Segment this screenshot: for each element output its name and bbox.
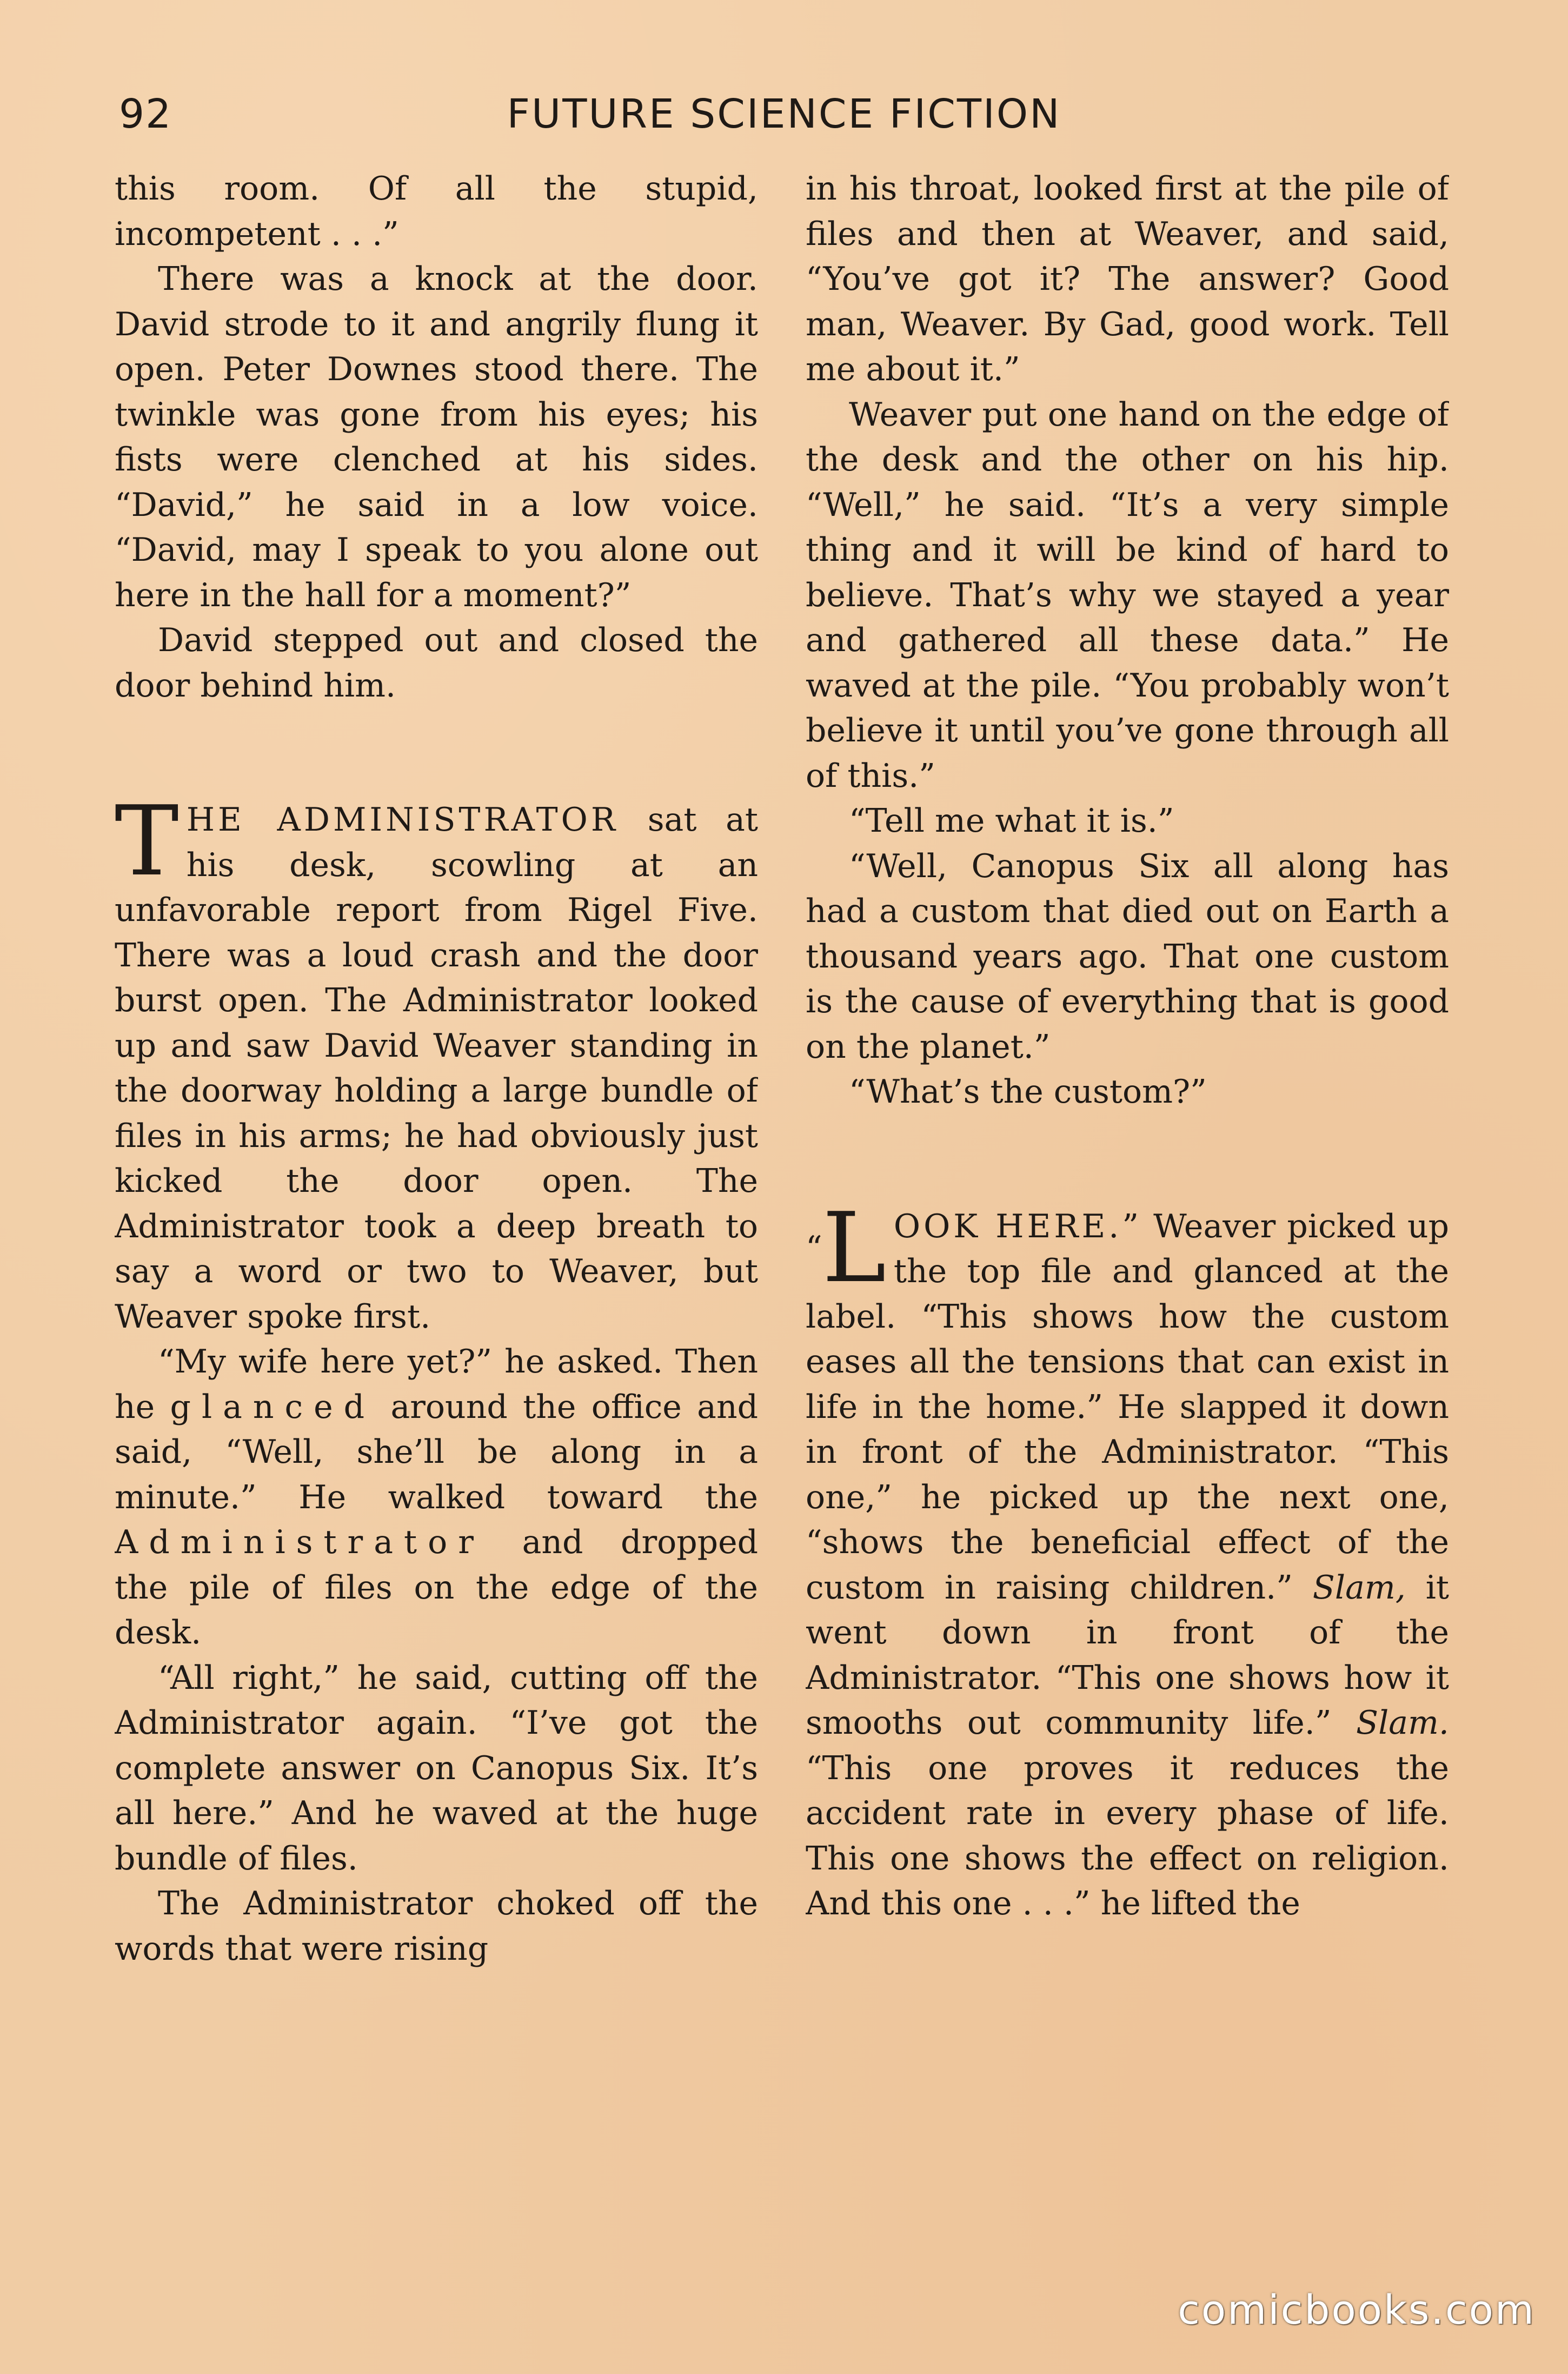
letterspaced-word: Administrator — [115, 1523, 484, 1561]
letterspaced-word: glanced — [170, 1388, 376, 1426]
drop-cap: T — [115, 785, 179, 897]
source-watermark: comicbooks.com — [1178, 2287, 1536, 2333]
paragraph-text: and dropped the pile of files on the edge of the desk. — [115, 1523, 758, 1652]
section-opening-paragraph — [806, 1191, 1449, 1927]
paragraph-text: Weaver picked up the top file and glanced at the label. “This shows how the custom eases all the tensions that can exist in life in the home.” He slapped it down in front of the Administrator. “This one,” he picked up the next one, “shows the beneficial effect of the custom in raising children.” — [806, 1207, 1449, 1607]
paragraph-text: “My wife here yet?” he asked. Then he — [115, 1343, 758, 1426]
paragraph-text: around the office and said, “Well, she’ll be along in a minute.” He walked toward the — [115, 1388, 758, 1516]
paragraph: David stepped out and closed the door behind him. — [115, 621, 758, 705]
italic-word: Slam. — [1356, 1704, 1449, 1742]
small-caps-lead: HE ADMINISTRATOR — [186, 801, 619, 839]
section-break — [806, 1115, 1449, 1204]
page-number: 92 — [119, 91, 172, 137]
paragraph: The Administrator choked off the words that were rising — [115, 1885, 758, 1968]
small-caps-lead: OOK HERE.” — [893, 1207, 1142, 1245]
paragraph: Weaver put one hand on the edge of the desk and the other on his hip. “Well,” he said. “It’s a very simple thing and it will be kind of hard to believe. That’s why we stayed a year and gathered all these data.” He waved at the pile. “You probably won’t believe it until you’ve gone through all of this.” — [806, 395, 1449, 795]
paragraph-text: sat at his desk, scowling at an unfavorable report from Rigel Five. There was a loud crash and the door burst open. The Administrator looked up and saw David Weaver standing in the doorway holding a large bundle of files in his arms; he had obviously just kicked the door open. The Administrator took a deep breath to say a word or two to Weaver, but Weaver spoke first. — [115, 801, 758, 1336]
right-column — [806, 167, 1449, 2276]
section-break — [115, 708, 758, 798]
paragraph: this room. Of all the stupid, incompetent . . .” — [115, 170, 758, 253]
section-opening-paragraph — [115, 785, 758, 1339]
italic-word: Slam, — [1312, 1568, 1406, 1607]
running-title: FUTURE SCIENCE FICTION — [507, 91, 1061, 137]
opening-quote: “ — [806, 1229, 822, 1267]
drop-cap-letter: L — [822, 1191, 886, 1304]
paragraph: “Well, Canopus Six all along has had a custom that died out on Earth a thousand years ago. That one custom is the cause of everything that is good on the planet.” — [806, 847, 1449, 1066]
left-column — [115, 167, 758, 2276]
paragraph-text: it went down in front of the Administrator. “This one shows how it smooths out community life.” — [806, 1568, 1449, 1742]
paragraph: “All right,” he said, cutting off the Administrator again. “I’ve got the complete answer on Canopus Six. It’s all here.” And he waved at the huge bundle of files. — [115, 1659, 758, 1878]
paragraph: “What’s the custom?” — [849, 1073, 1207, 1111]
paragraph-text: “This one proves it reduces the accident rate in every phase of life. This one shows the effect on religion. And this one . . .” he lifted the — [806, 1749, 1449, 1922]
drop-cap — [806, 1191, 886, 1304]
page-header — [119, 91, 1449, 150]
paragraph: in his throat, looked first at the pile of files and then at Weaver, and said, “You’ve got it? The answer? Good man, Weaver. By Gad, good work. Tell me about it.” — [806, 170, 1449, 388]
paragraph: “Tell me what it is.” — [849, 802, 1174, 840]
paragraph: There was a knock at the door. David strode to it and angrily flung it open. Peter Downes stood there. The twinkle was gone from his eyes; his fists were clenched at his sides. “David,” he said in a low voice. “David, may I speak to you alone out here in the hall for a moment?” — [115, 260, 758, 614]
paragraph — [115, 1339, 758, 1656]
